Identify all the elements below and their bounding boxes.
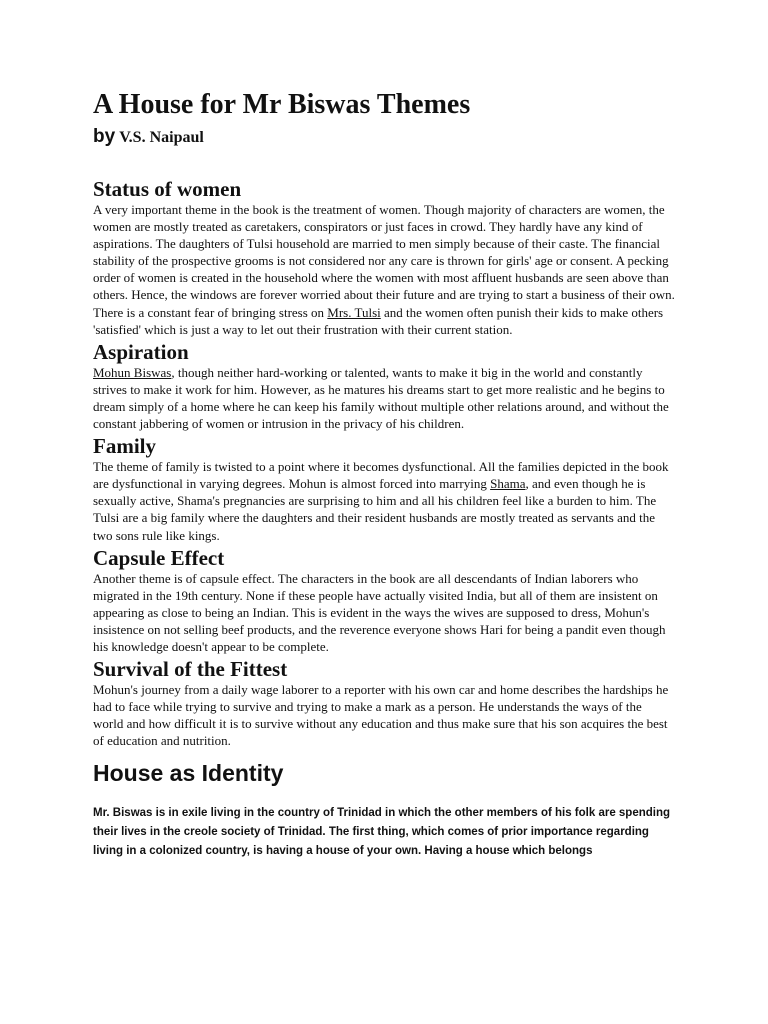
heading-house-as-identity: House as Identity bbox=[93, 760, 284, 787]
paragraph-text: A very important theme in the book is the treatment of women. Though majority of characters are women, the women are mostly treated as caretakers, conspirators or just faces in crowd. They hardly have any kind of aspirations. The daughters of Tulsi household are married to men simply because of their caste. The financial stability of the prospective grooms is not considered nor any care is thrown for girls' age or consent. A pecking order of women is created in the household where the women with most affluent husbands are seen above than others. Hence, the windows are forever worried about their future and are trying to start a business of their own. There is a constant fear of bringing stress on bbox=[93, 202, 675, 320]
paragraph-survival-of-the-fittest: Mohun's journey from a daily wage laborer to a reporter with his own car and home describes the hardships he had to face while trying to survive and trying to make a mark as a person. He understands the ways of the world and how difficult it is to survive without any education and thus make sure that his son acquires the best of education and nutrition. bbox=[93, 682, 669, 749]
paragraph-text: , though neither hard-working or talented, wants to make it big in the world and constantly strives to make it work for him. However, as he matures his dreams start to get more realistic and he begins to dream simply of a home where he can keep his family without multiple other relations around, and without the constant jabbering of women or intrusion in the privacy of his children. bbox=[93, 364, 669, 432]
byline-by: by bbox=[93, 126, 116, 147]
paragraph-family bbox=[93, 458, 675, 543]
link-shama[interactable]: Shama bbox=[490, 476, 526, 492]
document-page bbox=[93, 88, 675, 861]
paragraph-text: The theme of family is twisted to a point where it becomes dysfunctional. All the families depicted in the book are dysfunctional in varying degrees. Mohun is almost forced into marrying bbox=[93, 459, 669, 492]
link-mrs-tulsi[interactable]: Mrs. Tulsi bbox=[327, 304, 381, 320]
paragraph-status-of-women bbox=[93, 201, 675, 338]
paragraph-capsule-effect: Another theme is of capsule effect. The characters in the book are all descendants of Indian laborers who migrated in the 19th century. None if these people have actually visited India, but all of them are insistent on appearing as close to being an Indian. This is evident in the ways the wives are supposed to dress, Mohun's insistence on not selling beef products, and the reverence everyone shows Hari for being a pandit even though his knowledge doesn't appear to be complete. bbox=[93, 570, 666, 654]
paragraph-house-as-identity: Mr. Biswas is in exile living in the country of Trinidad in which the other members of his folk are spending their lives in the creole society of Trinidad. The first thing, which comes of prior importance regarding living in a colonized country, is having a house of your own. Having a house which belongs bbox=[93, 807, 671, 858]
heading-survival-of-the-fittest: Survival of the Fittest bbox=[93, 657, 288, 682]
paragraph-text: , and even though he is sexually active, Shama's pregnancies are surprising to him and all his children feel like a burden to him. The Tulsi are a big family where the daughters and their resident husbands are mostly treated as servants and the two sons rule like kings. bbox=[93, 476, 657, 543]
paragraph-text: and the women often punish their kids to make others 'satisfied' which is just a way to let out their frustration with their current station. bbox=[93, 304, 664, 337]
document-title: A House for Mr Biswas Themes bbox=[93, 89, 471, 120]
byline bbox=[93, 126, 675, 149]
byline-author: V.S. Naipaul bbox=[119, 129, 204, 146]
link-mohun-biswas[interactable]: Mohun Biswas bbox=[93, 364, 172, 380]
heading-status-of-women: Status of women bbox=[93, 177, 242, 201]
heading-aspiration: Aspiration bbox=[93, 339, 189, 364]
heading-family: Family bbox=[93, 434, 156, 459]
heading-capsule-effect: Capsule Effect bbox=[93, 545, 225, 570]
paragraph-aspiration bbox=[93, 364, 675, 432]
